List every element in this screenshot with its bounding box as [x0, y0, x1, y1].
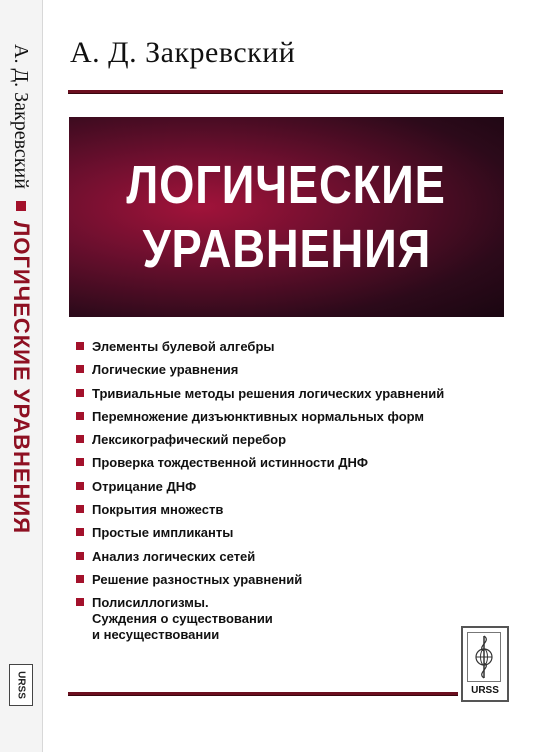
square-bullet-icon	[76, 575, 84, 583]
list-item	[76, 549, 506, 565]
spine-text-row	[0, 40, 42, 660]
square-bullet-icon	[76, 435, 84, 443]
title-line-2: УРАВНЕНИЯ	[142, 219, 431, 279]
topic-text: Простые импликанты	[92, 525, 234, 541]
topic-text: Тривиальные методы решения логических уравнений	[92, 385, 445, 401]
title-panel	[69, 117, 504, 317]
topic-text: Перемножение дизъюнктивных нормальных форм	[92, 408, 425, 424]
list-item	[76, 386, 506, 402]
publisher-label: URSS	[471, 685, 499, 696]
topic-text-line-1: Полисиллогизмы.	[92, 595, 209, 611]
book-spine	[0, 0, 43, 752]
list-item	[76, 572, 506, 588]
topic-text: Решение разностных уравнений	[92, 571, 303, 587]
list-item	[76, 362, 506, 378]
list-item	[76, 595, 506, 643]
cover-author: А. Д. Закревский	[70, 36, 296, 69]
spine-title: ЛОГИЧЕСКИЕ УРАВНЕНИЯ	[9, 220, 34, 535]
list-item	[76, 432, 506, 448]
topic-text-line-3: и несуществовании	[92, 627, 220, 643]
topic-text: Анализ логических сетей	[92, 548, 256, 564]
topic-text: Покрытия множеств	[92, 502, 224, 518]
square-bullet-icon	[76, 528, 84, 536]
topics-list	[76, 339, 506, 651]
spine-publisher-logo	[9, 664, 33, 706]
top-divider	[68, 90, 503, 94]
list-item	[76, 502, 506, 518]
logo-frame	[467, 632, 501, 682]
list-item	[76, 339, 506, 355]
square-bullet-icon	[76, 552, 84, 560]
square-bullet-icon	[76, 412, 84, 420]
topic-text: Проверка тождественной истинности ДНФ	[92, 455, 368, 471]
spine-publisher-label: URSS	[15, 671, 27, 699]
bottom-divider	[68, 692, 458, 696]
square-bullet-icon	[76, 482, 84, 490]
title-line-1: ЛОГИЧЕСКИЕ	[126, 155, 447, 215]
list-item	[76, 479, 506, 495]
globe-icon	[468, 633, 500, 681]
square-bullet-icon	[76, 598, 84, 606]
spine-square-bullet	[16, 201, 26, 211]
topic-text: Элементы булевой алгебры	[92, 339, 275, 354]
list-item	[76, 455, 506, 471]
publisher-logo	[461, 626, 509, 702]
square-bullet-icon	[76, 365, 84, 373]
list-item	[76, 525, 506, 541]
spine-author: А. Д. Закревский	[10, 44, 33, 189]
topic-text-line-2: Суждения о существовании	[92, 611, 273, 627]
square-bullet-icon	[76, 342, 84, 350]
square-bullet-icon	[76, 458, 84, 466]
list-item	[76, 409, 506, 425]
topic-text: Логические уравнения	[92, 362, 239, 378]
square-bullet-icon	[76, 505, 84, 513]
topic-text: Лексикографический перебор	[92, 432, 287, 448]
square-bullet-icon	[76, 389, 84, 397]
topic-text: Отрицание ДНФ	[92, 478, 197, 494]
